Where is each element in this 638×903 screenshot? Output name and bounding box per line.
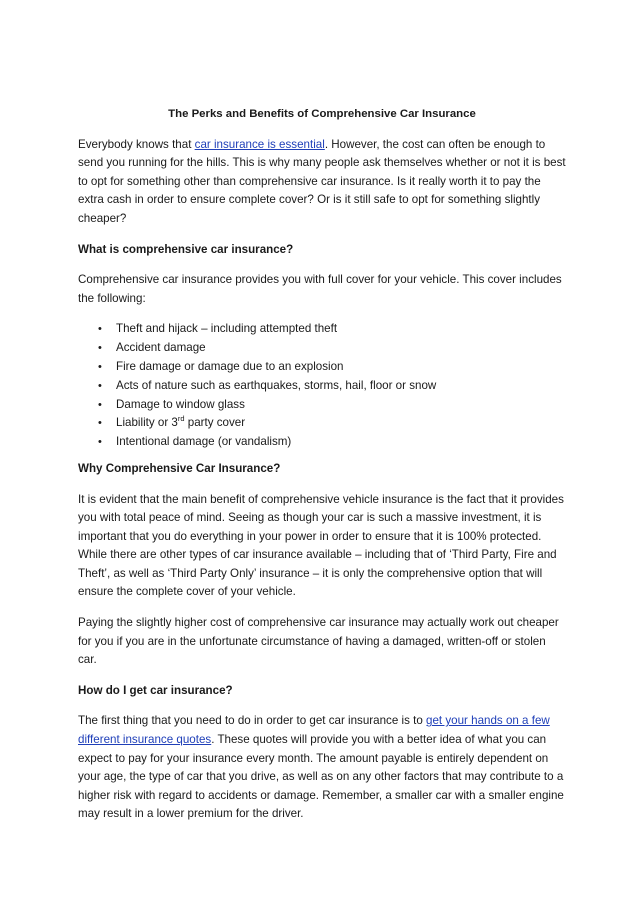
section1-paragraph: Comprehensive car insurance provides you with full cover for your vehicle. This cover includes the following: xyxy=(78,273,562,305)
section2-paragraph-2: Paying the slightly higher cost of comprehensive car insurance may actually work out cheaper for you if you are in the unfortunate circumstance of having a damaged, written-off or stolen car. xyxy=(78,616,559,667)
bullet-icon: • xyxy=(98,379,102,392)
coverage-list xyxy=(78,320,566,452)
bullet-icon: • xyxy=(98,417,102,430)
section3-text-end: . These quotes will provide you with a better idea of what you can expect to pay for your insurance every month. The amount payable is entirely dependent on your age, the type of car that you drive, as well as on any other factors that may contribute to a higher risk with regard to accidents or damage. Remember, a smaller car with a smaller engine may result in a lower premium for the driver. xyxy=(78,733,564,821)
section3-paragraph xyxy=(78,712,566,824)
bullet-icon: • xyxy=(98,436,102,449)
list-item: • Acts of nature such as earthquakes, storms, hail, floor or snow xyxy=(98,377,566,396)
section-heading-what-is: What is comprehensive car insurance? xyxy=(78,242,294,256)
superscript-rd: rd xyxy=(177,414,185,424)
bullet-icon: • xyxy=(98,323,102,336)
section2-paragraph-1: It is evident that the main benefit of comprehensive vehicle insurance is the fact that it provides you with total peace of mind. Seeing as though your car is such a massive investment, it is important that you do everything in your power in order to ensure that it is 100% protected. While there are other types of car insurance available – including that of ‘Third Party, Fire and Theft’, as well as ‘Third Party Only’ insurance – it is only the comprehensive option that will ensure the complete cover of your vehicle. xyxy=(78,492,564,599)
section-heading-why: Why Comprehensive Car Insurance? xyxy=(78,461,281,475)
insurance-quotes-link[interactable]: get your hands on a few different insurance quotes xyxy=(78,714,550,747)
list-item: • Accident damage xyxy=(98,339,566,358)
intro-paragraph xyxy=(78,136,566,229)
bullet-icon: • xyxy=(98,342,102,355)
section3-text-start: The first thing that you need to do in order to get car insurance is to xyxy=(78,714,427,728)
list-item: • Intentional damage (or vandalism) xyxy=(98,433,566,452)
intro-text-start: Everybody knows that xyxy=(78,137,195,151)
list-item: • Damage to window glass xyxy=(98,396,566,415)
list-item: • Theft and hijack – including attempted theft xyxy=(98,320,566,339)
section-heading-how: How do I get car insurance? xyxy=(78,683,233,697)
list-item: • Fire damage or damage due to an explosion xyxy=(98,358,566,377)
car-insurance-essential-link[interactable]: car insurance is essential xyxy=(194,137,325,151)
bullet-icon: • xyxy=(98,398,102,411)
list-item: • Liability or 3rd party cover xyxy=(98,414,566,433)
bullet-icon: • xyxy=(98,360,102,373)
intro-text-end: . However, the cost can often be enough to send you running for the hills. This is why many people ask themselves whether or not it is best to opt for something other than comprehensive car insurance. Is it really worth it to pay the extra cash in order to ensure complete cover? Or is it still safe to opt for something slightly cheaper? xyxy=(78,137,566,225)
document-title: The Perks and Benefits of Comprehensive Car Insurance xyxy=(168,108,476,120)
